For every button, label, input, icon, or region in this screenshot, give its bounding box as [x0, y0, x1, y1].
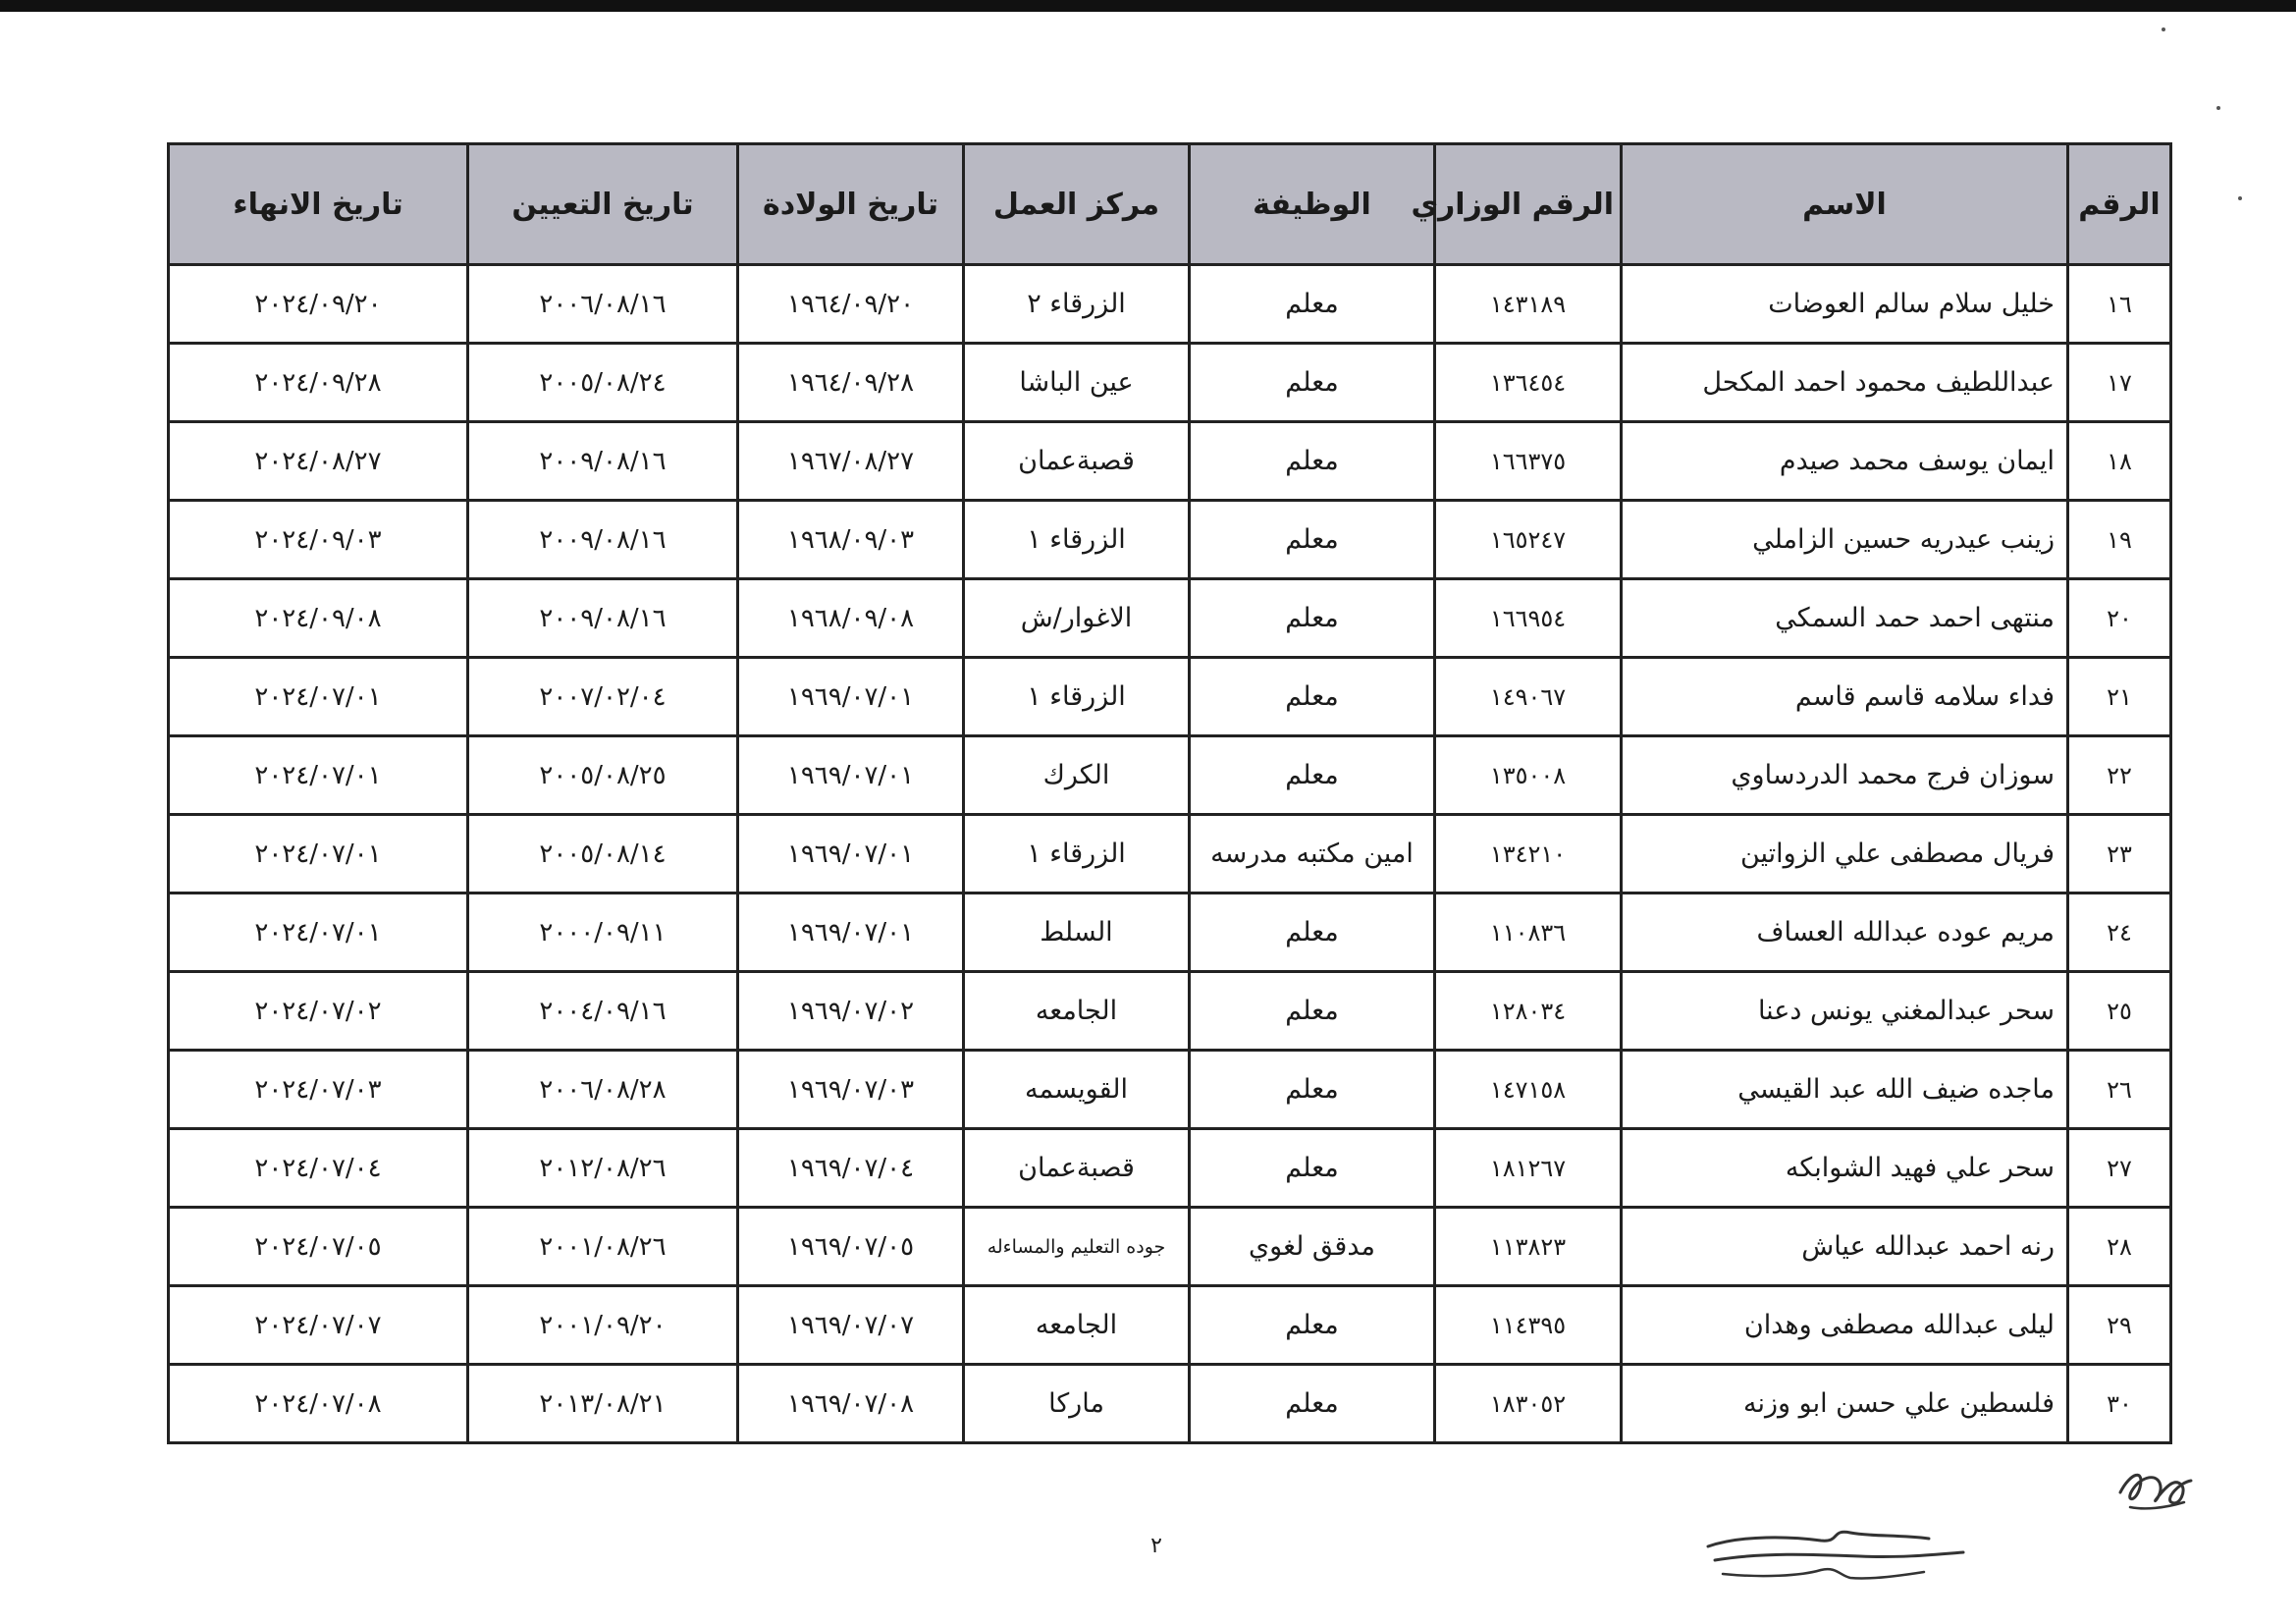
cell-workplace: الكرك [964, 736, 1190, 815]
cell-name: سحر عبدالمغني يونس دعنا [1622, 972, 2068, 1051]
table-row [169, 1129, 2171, 1208]
cell-end-date: ٢٠٢٤/٠٧/٠٨ [169, 1365, 468, 1443]
cell-ministry-id: ١٤٣١٨٩ [1435, 265, 1622, 344]
table-row [169, 501, 2171, 579]
cell-job: معلم [1190, 265, 1435, 344]
cell-appointment-date: ٢٠٠٩/٠٨/١٦ [468, 422, 738, 501]
cell-end-date: ٢٠٢٤/٠٩/٢٨ [169, 344, 468, 422]
cell-index: ٢٣ [2068, 815, 2171, 893]
cell-end-date: ٢٠٢٤/٠٧/٠٧ [169, 1286, 468, 1365]
cell-appointment-date: ٢٠٠٠/٠٩/١١ [468, 893, 738, 972]
header-appointment-date: تاريخ التعيين [468, 144, 738, 265]
cell-index: ١٦ [2068, 265, 2171, 344]
cell-appointment-date: ٢٠٠٩/٠٨/١٦ [468, 501, 738, 579]
cell-index: ١٨ [2068, 422, 2171, 501]
cell-end-date: ٢٠٢٤/٠٩/٠٣ [169, 501, 468, 579]
table-row [169, 422, 2171, 501]
cell-job: معلم [1190, 1129, 1435, 1208]
cell-job: معلم [1190, 1286, 1435, 1365]
cell-index: ٢٤ [2068, 893, 2171, 972]
cell-ministry-id: ١١٠٨٣٦ [1435, 893, 1622, 972]
cell-workplace: الزرقاء ٢ [964, 265, 1190, 344]
cell-birth-date: ١٩٦٩/٠٧/٠١ [738, 893, 964, 972]
cell-appointment-date: ٢٠٠٦/٠٨/٢٨ [468, 1051, 738, 1129]
cell-ministry-id: ١٣٥٠٠٨ [1435, 736, 1622, 815]
cell-ministry-id: ١٨٣٠٥٢ [1435, 1365, 1622, 1443]
cell-ministry-id: ١٦٥٢٤٧ [1435, 501, 1622, 579]
cell-birth-date: ١٩٦٩/٠٧/٠٤ [738, 1129, 964, 1208]
initials-signature-image [2110, 1453, 2199, 1522]
table-body [169, 265, 2171, 1443]
header-birth-date: تاريخ الولادة [738, 144, 964, 265]
cell-index: ٢٩ [2068, 1286, 2171, 1365]
table-row [169, 972, 2171, 1051]
cell-workplace: القويسمه [964, 1051, 1190, 1129]
cell-job: معلم [1190, 501, 1435, 579]
cell-birth-date: ١٩٦٩/٠٧/٠٨ [738, 1365, 964, 1443]
header-name: الاسم [1622, 144, 2068, 265]
cell-ministry-id: ١٣٦٤٥٤ [1435, 344, 1622, 422]
cell-job: معلم [1190, 736, 1435, 815]
cell-end-date: ٢٠٢٤/٠٧/٠٢ [169, 972, 468, 1051]
cell-name: زينب عيدريه حسين الزاملي [1622, 501, 2068, 579]
cell-birth-date: ١٩٦٩/٠٧/٠٣ [738, 1051, 964, 1129]
cell-appointment-date: ٢٠٠٥/٠٨/٢٤ [468, 344, 738, 422]
cell-name: عبداللطيف محمود احمد المكحل [1622, 344, 2068, 422]
cell-birth-date: ١٩٦٩/٠٧/٠١ [738, 658, 964, 736]
cell-ministry-id: ١٢٨٠٣٤ [1435, 972, 1622, 1051]
cell-end-date: ٢٠٢٤/٠٩/٢٠ [169, 265, 468, 344]
table-row [169, 1365, 2171, 1443]
signature-image [1703, 1517, 1968, 1586]
table-header-row [169, 144, 2171, 265]
cell-appointment-date: ٢٠٠٧/٠٢/٠٤ [468, 658, 738, 736]
cell-index: ٢٦ [2068, 1051, 2171, 1129]
cell-appointment-date: ٢٠١٣/٠٨/٢١ [468, 1365, 738, 1443]
table-row [169, 1286, 2171, 1365]
cell-ministry-id: ١٨١٢٦٧ [1435, 1129, 1622, 1208]
cell-end-date: ٢٠٢٤/٠٧/٠١ [169, 658, 468, 736]
retirement-list-table [167, 142, 2172, 1444]
cell-end-date: ٢٠٢٤/٠٧/٠١ [169, 815, 468, 893]
cell-workplace: ماركا [964, 1365, 1190, 1443]
header-end-date: تاريخ الانهاء [169, 144, 468, 265]
cell-name: خليل سلام سالم العوضات [1622, 265, 2068, 344]
scan-top-edge [0, 0, 2296, 12]
cell-workplace: الزرقاء ١ [964, 658, 1190, 736]
cell-appointment-date: ٢٠٠٩/٠٨/١٦ [468, 579, 738, 658]
table-row [169, 815, 2171, 893]
cell-birth-date: ١٩٦٩/٠٧/٠٥ [738, 1208, 964, 1286]
cell-workplace: الاغوار/ش [964, 579, 1190, 658]
cell-workplace: الجامعه [964, 972, 1190, 1051]
cell-workplace: الزرقاء ١ [964, 501, 1190, 579]
cell-job: معلم [1190, 1365, 1435, 1443]
page-number: ٢ [1150, 1534, 1162, 1558]
cell-job: معلم [1190, 972, 1435, 1051]
cell-index: ١٩ [2068, 501, 2171, 579]
cell-appointment-date: ٢٠٠٥/٠٨/٢٥ [468, 736, 738, 815]
cell-name: ماجده ضيف الله عبد القيسي [1622, 1051, 2068, 1129]
cell-job: امين مكتبه مدرسه [1190, 815, 1435, 893]
cell-index: ٢١ [2068, 658, 2171, 736]
cell-job: معلم [1190, 1051, 1435, 1129]
table-row [169, 579, 2171, 658]
cell-index: ٢٢ [2068, 736, 2171, 815]
cell-job: معلم [1190, 658, 1435, 736]
cell-job: معلم [1190, 893, 1435, 972]
cell-appointment-date: ٢٠١٢/٠٨/٢٦ [468, 1129, 738, 1208]
cell-birth-date: ١٩٦٨/٠٩/٠٨ [738, 579, 964, 658]
cell-index: ٢٨ [2068, 1208, 2171, 1286]
cell-workplace: عين الباشا [964, 344, 1190, 422]
cell-birth-date: ١٩٦٤/٠٩/٢٠ [738, 265, 964, 344]
cell-workplace: السلط [964, 893, 1190, 972]
scan-speck [2216, 106, 2220, 110]
cell-index: ٢٧ [2068, 1129, 2171, 1208]
cell-name: ايمان يوسف محمد صيدم [1622, 422, 2068, 501]
cell-ministry-id: ١١٤٣٩٥ [1435, 1286, 1622, 1365]
cell-workplace: قصبةعمان [964, 422, 1190, 501]
cell-ministry-id: ١٦٦٩٥٤ [1435, 579, 1622, 658]
cell-appointment-date: ٢٠٠٦/٠٨/١٦ [468, 265, 738, 344]
cell-end-date: ٢٠٢٤/٠٧/٠٥ [169, 1208, 468, 1286]
scan-speck [2162, 27, 2165, 31]
cell-index: ٣٠ [2068, 1365, 2171, 1443]
table-row [169, 344, 2171, 422]
header-index: الرقم [2068, 144, 2171, 265]
cell-index: ٢٠ [2068, 579, 2171, 658]
cell-job: معلم [1190, 579, 1435, 658]
cell-job: مدقق لغوي [1190, 1208, 1435, 1286]
cell-birth-date: ١٩٦٧/٠٨/٢٧ [738, 422, 964, 501]
cell-end-date: ٢٠٢٤/٠٧/٠١ [169, 736, 468, 815]
cell-name: رنه احمد عبدالله عياش [1622, 1208, 2068, 1286]
cell-name: ليلى عبدالله مصطفى وهدان [1622, 1286, 2068, 1365]
cell-workplace: قصبةعمان [964, 1129, 1190, 1208]
table-row [169, 1051, 2171, 1129]
cell-ministry-id: ١٦٦٣٧٥ [1435, 422, 1622, 501]
cell-index: ٢٥ [2068, 972, 2171, 1051]
cell-end-date: ٢٠٢٤/٠٧/٠٤ [169, 1129, 468, 1208]
scan-speck [2238, 196, 2242, 200]
cell-name: مريم عوده عبدالله العساف [1622, 893, 2068, 972]
cell-end-date: ٢٠٢٤/٠٨/٢٧ [169, 422, 468, 501]
table-row [169, 893, 2171, 972]
cell-appointment-date: ٢٠٠١/٠٨/٢٦ [468, 1208, 738, 1286]
cell-ministry-id: ١١٣٨٢٣ [1435, 1208, 1622, 1286]
cell-birth-date: ١٩٦٩/٠٧/٠٧ [738, 1286, 964, 1365]
cell-workplace: الزرقاء ١ [964, 815, 1190, 893]
cell-job: معلم [1190, 344, 1435, 422]
cell-ministry-id: ١٤٩٠٦٧ [1435, 658, 1622, 736]
header-workplace: مركز العمل [964, 144, 1190, 265]
table-row [169, 1208, 2171, 1286]
cell-index: ١٧ [2068, 344, 2171, 422]
cell-end-date: ٢٠٢٤/٠٩/٠٨ [169, 579, 468, 658]
cell-birth-date: ١٩٦٨/٠٩/٠٣ [738, 501, 964, 579]
cell-birth-date: ١٩٦٤/٠٩/٢٨ [738, 344, 964, 422]
cell-workplace: الجامعه [964, 1286, 1190, 1365]
cell-appointment-date: ٢٠٠١/٠٩/٢٠ [468, 1286, 738, 1365]
cell-workplace: جوده التعليم والمساءله [964, 1208, 1190, 1286]
cell-name: منتهى احمد حمد السمكي [1622, 579, 2068, 658]
table-row [169, 736, 2171, 815]
header-job: الوظيفة [1190, 144, 1435, 265]
cell-appointment-date: ٢٠٠٥/٠٨/١٤ [468, 815, 738, 893]
cell-appointment-date: ٢٠٠٤/٠٩/١٦ [468, 972, 738, 1051]
cell-birth-date: ١٩٦٩/٠٧/٠٢ [738, 972, 964, 1051]
cell-ministry-id: ١٤٧١٥٨ [1435, 1051, 1622, 1129]
table-row [169, 658, 2171, 736]
cell-end-date: ٢٠٢٤/٠٧/٠٣ [169, 1051, 468, 1129]
table-row [169, 265, 2171, 344]
cell-ministry-id: ١٣٤٢١٠ [1435, 815, 1622, 893]
cell-name: فريال مصطفى علي الزواتين [1622, 815, 2068, 893]
cell-name: سحر علي فهيد الشوابكه [1622, 1129, 2068, 1208]
cell-end-date: ٢٠٢٤/٠٧/٠١ [169, 893, 468, 972]
cell-name: فداء سلامه قاسم قاسم [1622, 658, 2068, 736]
cell-name: فلسطين علي حسن ابو وزنه [1622, 1365, 2068, 1443]
cell-name: سوزان فرج محمد الدردساوي [1622, 736, 2068, 815]
header-ministry-id: الرقم الوزاري [1435, 144, 1622, 265]
cell-birth-date: ١٩٦٩/٠٧/٠١ [738, 815, 964, 893]
cell-birth-date: ١٩٦٩/٠٧/٠١ [738, 736, 964, 815]
cell-job: معلم [1190, 422, 1435, 501]
